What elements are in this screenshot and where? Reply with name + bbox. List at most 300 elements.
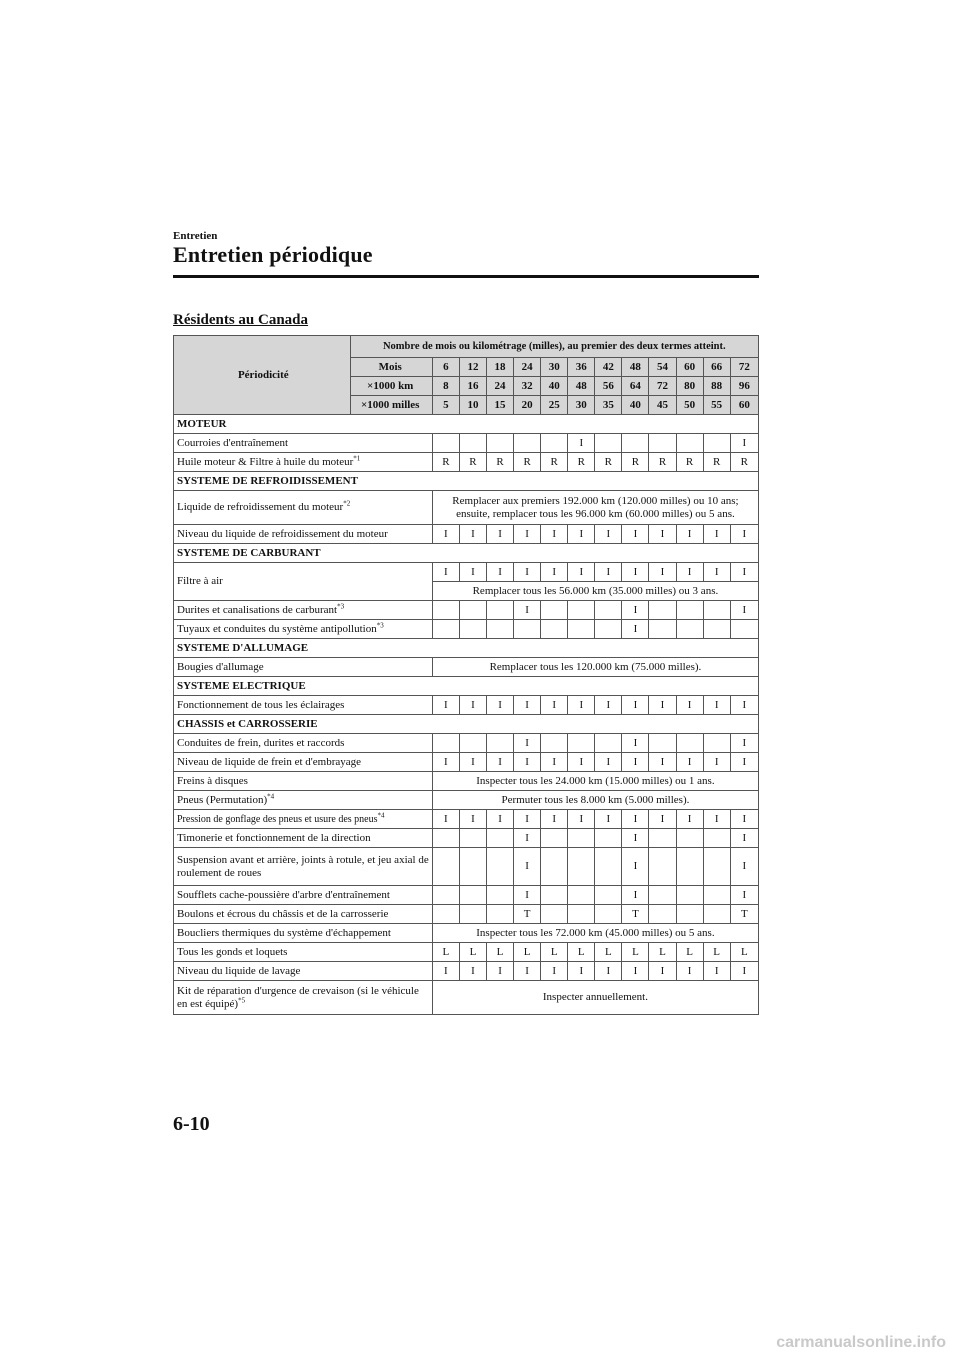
schedule-note: Remplacer tous les 120.000 km (75.000 milles). <box>432 658 758 677</box>
item-label: Pression de gonflage des pneus et usure des pneus <box>177 813 378 825</box>
schedule-cell: R <box>432 453 459 472</box>
schedule-cell: I <box>676 563 703 582</box>
item-label: Suspension avant et arrière, joints à rotule, et jeu axial de roulement de roues <box>177 853 429 879</box>
schedule-cell <box>459 829 486 848</box>
schedule-cell <box>703 848 730 886</box>
schedule-cell: R <box>703 453 730 472</box>
item-label-cell <box>174 620 433 639</box>
schedule-cell: I <box>541 525 568 544</box>
interval-value: 56 <box>595 377 622 396</box>
item-label-cell <box>174 563 433 601</box>
interval-value: 30 <box>541 358 568 377</box>
schedule-cell: I <box>514 734 541 753</box>
table-row <box>174 525 759 544</box>
item-label-cell <box>174 772 433 791</box>
item-label-cell <box>174 829 433 848</box>
schedule-cell <box>487 601 514 620</box>
schedule-cell <box>541 734 568 753</box>
footnote-ref: *4 <box>267 791 275 800</box>
schedule-note: Remplacer tous les 56.000 km (35.000 milles) ou 3 ans. <box>432 582 758 601</box>
table-row <box>174 962 759 981</box>
schedule-cell <box>432 886 459 905</box>
schedule-cell: I <box>541 962 568 981</box>
schedule-cell: I <box>622 753 649 772</box>
item-label: Niveau du liquide de refroidissement du moteur <box>177 527 388 540</box>
schedule-cell: L <box>568 943 595 962</box>
schedule-cell: I <box>622 886 649 905</box>
interval-value: 64 <box>622 377 649 396</box>
schedule-cell: I <box>487 810 514 829</box>
category-label: SYSTEME DE CARBURANT <box>174 544 759 563</box>
item-label-cell <box>174 810 433 829</box>
schedule-cell <box>459 886 486 905</box>
schedule-cell: R <box>730 453 758 472</box>
schedule-cell: I <box>649 696 676 715</box>
schedule-cell: I <box>676 525 703 544</box>
category-row <box>174 472 759 491</box>
periodicite-label: Périodicité <box>237 368 289 381</box>
schedule-cell: R <box>568 453 595 472</box>
schedule-cell: L <box>703 943 730 962</box>
schedule-cell: I <box>730 734 758 753</box>
interval-value: 10 <box>459 396 486 415</box>
schedule-cell: I <box>432 753 459 772</box>
schedule-cell <box>595 601 622 620</box>
table-row <box>174 734 759 753</box>
schedule-cell: I <box>676 696 703 715</box>
interval-value: 5 <box>432 396 459 415</box>
maintenance-schedule-table <box>173 335 759 1015</box>
schedule-cell: I <box>730 601 758 620</box>
table-row <box>174 810 759 829</box>
schedule-cell: I <box>514 696 541 715</box>
interval-value: 42 <box>595 358 622 377</box>
interval-value: 36 <box>568 358 595 377</box>
interval-value: 35 <box>595 396 622 415</box>
category-row <box>174 677 759 696</box>
schedule-cell <box>487 905 514 924</box>
schedule-cell: I <box>703 962 730 981</box>
item-label: Tuyaux et conduites du système antipollution <box>177 622 377 635</box>
schedule-cell: I <box>514 829 541 848</box>
schedule-cell: I <box>459 563 486 582</box>
schedule-cell: I <box>703 525 730 544</box>
item-label: Freins à disques <box>177 774 248 787</box>
table-row <box>174 905 759 924</box>
schedule-cell <box>649 601 676 620</box>
schedule-cell: T <box>622 905 649 924</box>
schedule-cell: I <box>541 563 568 582</box>
schedule-cell <box>487 620 514 639</box>
schedule-cell <box>703 620 730 639</box>
section-label: Entretien <box>173 230 218 242</box>
interval-value: 24 <box>514 358 541 377</box>
schedule-cell: I <box>649 810 676 829</box>
schedule-cell <box>649 886 676 905</box>
schedule-cell: R <box>676 453 703 472</box>
interval-value: 48 <box>622 358 649 377</box>
schedule-cell <box>487 734 514 753</box>
footnote-ref: *2 <box>343 499 351 508</box>
schedule-cell: I <box>514 563 541 582</box>
schedule-cell: I <box>568 563 595 582</box>
page-number: 6-10 <box>173 1113 210 1135</box>
schedule-cell <box>703 886 730 905</box>
schedule-cell <box>459 601 486 620</box>
item-label: Bougies d'allumage <box>177 660 264 673</box>
schedule-cell: L <box>514 943 541 962</box>
schedule-cell <box>432 734 459 753</box>
schedule-cell <box>568 829 595 848</box>
schedule-cell: L <box>595 943 622 962</box>
schedule-cell: R <box>459 453 486 472</box>
schedule-cell: I <box>622 601 649 620</box>
schedule-cell <box>432 905 459 924</box>
item-label: Boulons et écrous du châssis et de la carrosserie <box>177 907 389 920</box>
schedule-cell: I <box>730 829 758 848</box>
schedule-cell: I <box>568 525 595 544</box>
schedule-cell: L <box>730 943 758 962</box>
schedule-cell <box>676 434 703 453</box>
schedule-note: Inspecter annuellement. <box>432 981 758 1015</box>
table-row <box>174 563 759 582</box>
table-row <box>174 491 759 525</box>
schedule-cell: R <box>514 453 541 472</box>
schedule-cell: I <box>622 734 649 753</box>
schedule-cell: I <box>459 525 486 544</box>
schedule-cell <box>703 434 730 453</box>
schedule-cell <box>595 848 622 886</box>
schedule-cell <box>459 734 486 753</box>
schedule-cell: R <box>622 453 649 472</box>
schedule-cell: L <box>622 943 649 962</box>
item-label: Filtre à air <box>177 575 223 587</box>
interval-value: 25 <box>541 396 568 415</box>
interval-value: 60 <box>730 396 758 415</box>
interval-value: 48 <box>568 377 595 396</box>
item-label-cell <box>174 962 433 981</box>
schedule-cell: I <box>676 810 703 829</box>
schedule-note: Permuter tous les 8.000 km (5.000 milles). <box>432 791 758 810</box>
category-row <box>174 415 759 434</box>
item-label: Niveau de liquide de frein et d'embrayage <box>177 755 362 768</box>
interval-value: 18 <box>487 358 514 377</box>
schedule-cell <box>676 848 703 886</box>
schedule-cell: I <box>514 962 541 981</box>
interval-value: 40 <box>622 396 649 415</box>
schedule-cell: I <box>487 525 514 544</box>
item-label: Fonctionnement de tous les éclairages <box>177 698 345 711</box>
schedule-cell <box>541 601 568 620</box>
item-label-cell <box>174 753 433 772</box>
schedule-cell <box>514 620 541 639</box>
watermark: carmanualsonline.info <box>776 1334 946 1351</box>
schedule-cell: I <box>730 886 758 905</box>
schedule-cell: I <box>514 886 541 905</box>
item-label-cell <box>174 658 433 677</box>
schedule-cell: I <box>730 434 758 453</box>
schedule-cell <box>568 905 595 924</box>
schedule-cell: I <box>622 525 649 544</box>
schedule-cell: I <box>622 829 649 848</box>
schedule-cell <box>432 848 459 886</box>
schedule-cell: I <box>595 563 622 582</box>
schedule-cell: I <box>649 563 676 582</box>
schedule-cell <box>676 886 703 905</box>
schedule-cell <box>459 848 486 886</box>
schedule-cell <box>568 601 595 620</box>
schedule-cell: I <box>622 696 649 715</box>
interval-value: 72 <box>649 377 676 396</box>
schedule-cell <box>676 829 703 848</box>
item-label: Boucliers thermiques du système d'échappement <box>177 926 391 939</box>
item-label: Kit de réparation d'urgence de crevaison (si le véhicule en est équipé) <box>177 984 419 1010</box>
schedule-cell: L <box>459 943 486 962</box>
schedule-cell: I <box>459 810 486 829</box>
schedule-cell <box>541 829 568 848</box>
schedule-cell: I <box>730 753 758 772</box>
schedule-cell: I <box>487 753 514 772</box>
item-label: Liquide de refroidissement du moteur <box>177 501 344 513</box>
schedule-cell <box>487 886 514 905</box>
schedule-cell <box>432 434 459 453</box>
item-label-cell <box>174 848 433 886</box>
interval-row-label: ×1000 milles <box>350 396 432 415</box>
table-row <box>174 829 759 848</box>
interval-value: 8 <box>432 377 459 396</box>
item-label: Niveau du liquide de lavage <box>177 964 301 977</box>
schedule-cell: I <box>432 563 459 582</box>
item-label-cell <box>174 791 433 810</box>
item-label-cell <box>174 434 433 453</box>
footnote-ref: *5 <box>238 995 246 1004</box>
schedule-cell: I <box>703 563 730 582</box>
interval-value: 6 <box>432 358 459 377</box>
schedule-cell: I <box>487 696 514 715</box>
schedule-cell: T <box>514 905 541 924</box>
interval-value: 32 <box>514 377 541 396</box>
category-row <box>174 544 759 563</box>
schedule-cell: I <box>514 848 541 886</box>
schedule-cell <box>541 848 568 886</box>
schedule-cell: T <box>730 905 758 924</box>
schedule-cell: I <box>541 810 568 829</box>
item-label-cell <box>174 943 433 962</box>
schedule-cell: I <box>595 753 622 772</box>
schedule-cell: I <box>703 753 730 772</box>
schedule-cell: I <box>459 753 486 772</box>
table-row <box>174 434 759 453</box>
schedule-cell: I <box>432 696 459 715</box>
schedule-cell: I <box>568 753 595 772</box>
schedule-cell <box>459 905 486 924</box>
schedule-cell <box>649 620 676 639</box>
footnote-ref: *3 <box>376 620 384 629</box>
schedule-cell <box>487 848 514 886</box>
schedule-cell: I <box>730 962 758 981</box>
schedule-cell: I <box>432 810 459 829</box>
interval-value: 60 <box>676 358 703 377</box>
schedule-cell: I <box>568 696 595 715</box>
schedule-cell <box>622 434 649 453</box>
item-label-cell <box>174 924 433 943</box>
schedule-cell <box>459 434 486 453</box>
schedule-cell <box>676 734 703 753</box>
item-label-cell <box>174 525 433 544</box>
item-label-cell <box>174 491 433 525</box>
interval-row-label: ×1000 km <box>350 377 432 396</box>
interval-value: 15 <box>487 396 514 415</box>
schedule-cell <box>487 434 514 453</box>
schedule-cell <box>595 734 622 753</box>
schedule-cell <box>649 434 676 453</box>
title-divider <box>173 275 759 278</box>
schedule-cell <box>595 434 622 453</box>
schedule-cell <box>568 886 595 905</box>
schedule-cell: I <box>459 962 486 981</box>
table-row <box>174 943 759 962</box>
schedule-cell <box>487 829 514 848</box>
item-label: Durites et canalisations de carburant <box>177 603 338 616</box>
item-label: Pneus (Permutation) <box>177 793 268 806</box>
table-row <box>174 848 759 886</box>
schedule-cell: L <box>432 943 459 962</box>
schedule-cell: I <box>676 962 703 981</box>
schedule-cell: I <box>730 563 758 582</box>
schedule-note: Inspecter tous les 72.000 km (45.000 milles) ou 5 ans. <box>432 924 758 943</box>
item-label: Conduites de frein, durites et raccords <box>177 736 345 749</box>
schedule-cell <box>703 905 730 924</box>
section-subtitle: Résidents au Canada <box>173 312 309 328</box>
schedule-cell <box>595 905 622 924</box>
schedule-note: Remplacer aux premiers 192.000 km (120.000 milles) ou 10 ans; ensuite, remplacer tous les 96.000 km (60.000 milles) ou 5 ans. <box>432 491 758 525</box>
periodicite-header-cell <box>174 336 351 415</box>
schedule-cell: I <box>541 753 568 772</box>
schedule-cell: R <box>487 453 514 472</box>
category-label: SYSTEME DE REFROIDISSEMENT <box>174 472 759 491</box>
schedule-cell: I <box>730 810 758 829</box>
schedule-cell: R <box>595 453 622 472</box>
item-label-cell <box>174 696 433 715</box>
schedule-cell: I <box>703 696 730 715</box>
interval-value: 88 <box>703 377 730 396</box>
schedule-cell: I <box>487 962 514 981</box>
schedule-cell: I <box>622 620 649 639</box>
schedule-cell: L <box>541 943 568 962</box>
schedule-cell: I <box>595 810 622 829</box>
schedule-cell <box>568 620 595 639</box>
schedule-cell <box>595 829 622 848</box>
category-row <box>174 715 759 734</box>
schedule-cell <box>541 620 568 639</box>
schedule-cell: I <box>568 434 595 453</box>
category-label: SYSTEME ELECTRIQUE <box>174 677 759 696</box>
schedule-cell: I <box>730 848 758 886</box>
interval-value: 16 <box>459 377 486 396</box>
category-label: SYSTEME D'ALLUMAGE <box>174 639 759 658</box>
item-label: Huile moteur & Filtre à huile du moteur <box>177 455 354 468</box>
schedule-cell <box>703 601 730 620</box>
interval-value: 66 <box>703 358 730 377</box>
schedule-cell <box>730 620 758 639</box>
interval-value: 20 <box>514 396 541 415</box>
item-label-cell <box>174 886 433 905</box>
schedule-cell <box>568 734 595 753</box>
schedule-cell: I <box>514 525 541 544</box>
schedule-cell: I <box>568 810 595 829</box>
footnote-ref: *4 <box>377 811 385 820</box>
schedule-cell: I <box>541 696 568 715</box>
schedule-cell <box>541 434 568 453</box>
interval-note: Nombre de mois ou kilométrage (milles), au premier des deux termes atteint. <box>350 336 758 358</box>
table-row <box>174 981 759 1015</box>
schedule-cell <box>568 848 595 886</box>
schedule-cell: I <box>595 962 622 981</box>
schedule-cell <box>541 886 568 905</box>
schedule-body <box>174 415 759 1015</box>
schedule-cell: I <box>622 962 649 981</box>
schedule-cell: I <box>622 848 649 886</box>
schedule-cell <box>432 620 459 639</box>
schedule-cell <box>649 848 676 886</box>
category-row <box>174 639 759 658</box>
schedule-cell: I <box>649 962 676 981</box>
schedule-cell <box>595 886 622 905</box>
schedule-cell <box>459 620 486 639</box>
schedule-cell: I <box>595 525 622 544</box>
item-label-cell <box>174 453 433 472</box>
schedule-cell: I <box>622 563 649 582</box>
item-label: Tous les gonds et loquets <box>177 945 288 958</box>
footnote-ref: *3 <box>337 601 345 610</box>
schedule-cell: I <box>487 563 514 582</box>
table-row <box>174 601 759 620</box>
interval-value: 50 <box>676 396 703 415</box>
interval-value: 12 <box>459 358 486 377</box>
schedule-note: Inspecter tous les 24.000 km (15.000 milles) ou 1 ans. <box>432 772 758 791</box>
schedule-cell: I <box>432 962 459 981</box>
schedule-cell: R <box>541 453 568 472</box>
table-row <box>174 453 759 472</box>
table-row <box>174 772 759 791</box>
item-label-cell <box>174 601 433 620</box>
interval-value: 96 <box>730 377 758 396</box>
page-title: Entretien périodique <box>173 242 373 267</box>
schedule-cell: I <box>514 810 541 829</box>
category-label: MOTEUR <box>174 415 759 434</box>
schedule-cell <box>432 829 459 848</box>
footnote-ref: *1 <box>353 453 361 462</box>
schedule-cell <box>595 620 622 639</box>
schedule-cell <box>676 620 703 639</box>
schedule-cell: I <box>622 810 649 829</box>
schedule-cell: I <box>459 696 486 715</box>
interval-value: 54 <box>649 358 676 377</box>
schedule-cell <box>649 905 676 924</box>
schedule-cell <box>541 905 568 924</box>
schedule-cell <box>649 734 676 753</box>
schedule-cell: I <box>649 753 676 772</box>
schedule-cell: L <box>649 943 676 962</box>
item-label-cell <box>174 981 433 1015</box>
schedule-cell <box>514 434 541 453</box>
schedule-cell: L <box>487 943 514 962</box>
item-label: Soufflets cache-poussière d'arbre d'entraînement <box>177 888 390 901</box>
item-label: Timonerie et fonctionnement de la direction <box>177 831 371 844</box>
schedule-cell: I <box>568 962 595 981</box>
interval-value: 24 <box>487 377 514 396</box>
table-row <box>174 886 759 905</box>
